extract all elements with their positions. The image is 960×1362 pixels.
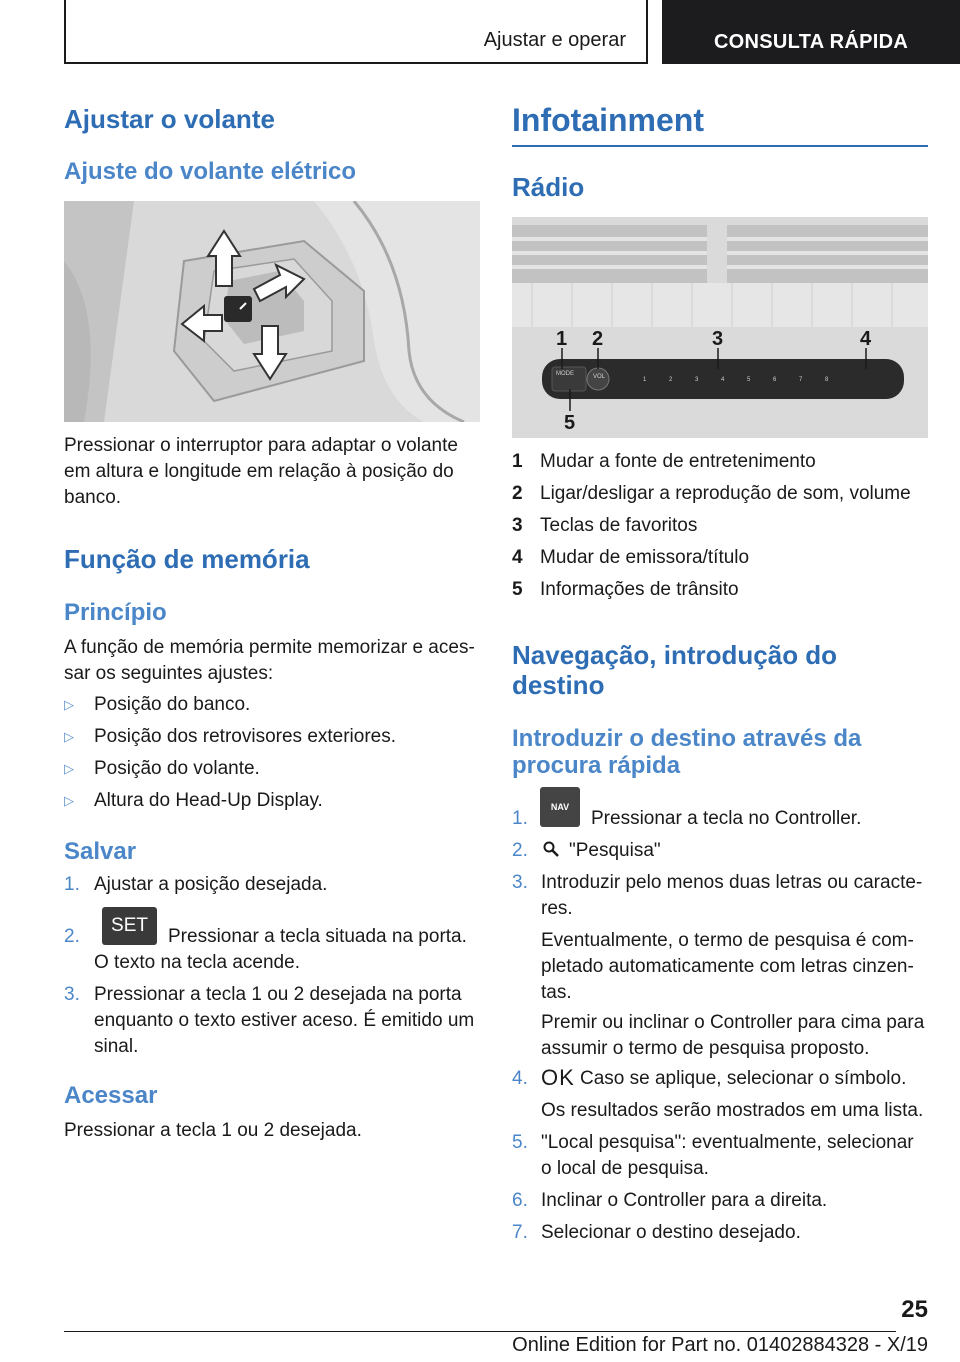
callout-number: 4 [512, 547, 523, 568]
access-text: Pressionar a tecla 1 ou 2 desejada. [64, 1120, 362, 1141]
step-number: 3. [512, 872, 528, 893]
nav-step-3-text-d: pletado automaticamente com letras cinzen- [541, 956, 914, 977]
save-step-2-text-a: Pressionar a tecla situada na porta. [168, 926, 467, 947]
step-number: 1. [512, 808, 528, 829]
bullet-marker-icon: ▷ [64, 697, 74, 712]
principle-text-2: sar os seguintes ajustes: [64, 663, 274, 684]
header-tab [662, 0, 960, 64]
nav-step-2-text: "Pesquisa" [569, 840, 661, 861]
nav-step-5-text-a: "Local pesquisa": eventualmente, selecionar [541, 1132, 914, 1153]
step-number: 1. [64, 874, 80, 895]
svg-text:3: 3 [695, 377, 699, 383]
step-number: 4. [512, 1068, 528, 1089]
svg-text:3: 3 [712, 328, 724, 350]
section-title-steering: Ajustar o volante [64, 104, 275, 134]
subsection-title-principle: Princípio [64, 599, 167, 626]
section-title-radio: Rádio [512, 172, 585, 202]
save-step-3-text-c: sinal. [94, 1036, 139, 1057]
subsection-title-search-1: Introduzir o destino através da [512, 725, 862, 752]
nav-step-3-text-e: tas. [541, 982, 572, 1003]
title-rule [512, 145, 928, 147]
nav-key-icon: NAV [540, 787, 580, 827]
section-title-memory: Função de memória [64, 544, 310, 574]
nav-step-3-text-f: Premir ou inclinar o Controller para cima para [541, 1012, 925, 1033]
header-section-title: Ajustar e operar [483, 29, 626, 51]
save-step-2-text-b: O texto na tecla acende. [94, 952, 300, 973]
subsection-title-search-2: procura rápida [512, 752, 681, 779]
step-number: 5. [512, 1132, 528, 1153]
steering-text-3: banco. [64, 487, 122, 508]
step-number: 7. [512, 1222, 528, 1243]
nav-step-1-text: Pressionar a tecla no Controller. [591, 808, 862, 829]
ok-icon: OK [541, 1065, 575, 1090]
list-item-text: Teclas de favoritos [540, 515, 698, 536]
steering-switch-image [64, 201, 480, 422]
svg-text:5: 5 [747, 377, 751, 383]
nav-step-4-text-b: Os resultados serão mostrados em uma lista. [541, 1100, 924, 1121]
step-text: Pressionar a tecla 1 ou 2 desejada na porta [94, 984, 462, 1005]
step-number: 6. [512, 1190, 528, 1211]
list-item-text: Altura do Head-Up Display. [94, 790, 323, 811]
subsection-title-save: Salvar [64, 838, 137, 865]
list-item-text: Mudar a fonte de entretenimento [540, 451, 816, 472]
principle-text-1: A função de memória permite memorizar e aces- [64, 637, 475, 658]
svg-text:VOL: VOL [593, 374, 606, 380]
section-title-navigation-1: Navegação, introdução do [512, 640, 838, 670]
svg-text:1: 1 [643, 377, 647, 383]
list-item-text: Posição do banco. [94, 694, 251, 715]
radio-panel-image [512, 217, 928, 438]
list-item-text: Informações de trânsito [540, 579, 739, 600]
svg-text:1: 1 [556, 328, 568, 350]
save-step-3-text-b: enquanto o texto estiver aceso. É emitido um [94, 1010, 475, 1031]
list-item-text: Posição dos retrovisores exteriores. [94, 726, 397, 747]
svg-text:6: 6 [773, 377, 777, 383]
page-number: 25 [901, 1296, 928, 1323]
section-title-infotainment: Infotainment [512, 102, 704, 138]
svg-text:2: 2 [669, 377, 673, 383]
svg-text:MODE: MODE [556, 371, 574, 377]
callout-number: 5 [512, 579, 523, 600]
header-section-box [64, 0, 648, 64]
nav-step-7-text: Selecionar o destino desejado. [541, 1222, 801, 1243]
svg-text:5: 5 [564, 412, 576, 434]
list-item-text: Posição do volante. [94, 758, 260, 779]
step-number: 2. [512, 840, 528, 861]
svg-text:4: 4 [860, 328, 872, 350]
bullet-marker-icon: ▷ [64, 793, 74, 808]
step-number: 3. [64, 984, 80, 1005]
search-icon [542, 840, 560, 858]
footer-rule [64, 1331, 896, 1332]
bullet-marker-icon: ▷ [64, 729, 74, 744]
bullet-marker-icon: ▷ [64, 761, 74, 776]
svg-text:2: 2 [592, 328, 604, 350]
nav-step-3-text-g: assumir o termo de pesquisa proposto. [541, 1038, 870, 1059]
list-item-text: Mudar de emissora/título [540, 547, 750, 568]
nav-step-3-text-a: Introduzir pelo menos duas letras ou caracte- [541, 872, 923, 893]
section-title-navigation-2: destino [512, 670, 605, 700]
svg-text:7: 7 [799, 377, 803, 383]
nav-step-5-text-b: o local de pesquisa. [541, 1158, 709, 1179]
nav-step-6-text: Inclinar o Controller para a direita. [541, 1190, 828, 1211]
callout-number: 1 [512, 451, 523, 472]
step-text: Ajustar a posição desejada. [94, 874, 328, 895]
nav-step-3-text-b: res. [541, 898, 573, 919]
nav-step-3-text-c: Eventualmente, o termo de pesquisa é com- [541, 930, 914, 951]
set-key-icon: SET [102, 907, 157, 945]
svg-text:8: 8 [825, 377, 829, 383]
steering-text-2: em altura e longitude em relação à posição do [64, 461, 454, 482]
subsection-title-steering: Ajuste do volante elétrico [64, 158, 357, 185]
subsection-title-access: Acessar [64, 1082, 158, 1109]
nav-step-4-text-a: Caso se aplique, selecionar o símbolo. [580, 1068, 907, 1089]
step-number: 2. [64, 926, 80, 947]
steering-text-1: Pressionar o interruptor para adaptar o volante [64, 435, 458, 456]
svg-text:4: 4 [721, 377, 725, 383]
callout-number: 2 [512, 483, 523, 504]
footer-edition: Online Edition for Part no. 01402884328 - X/19 [512, 1334, 928, 1356]
callout-number: 3 [512, 515, 523, 536]
header-tab-label: CONSULTA RÁPIDA [713, 31, 909, 53]
list-item-text: Ligar/desligar a reprodução de som, volume [540, 483, 911, 504]
